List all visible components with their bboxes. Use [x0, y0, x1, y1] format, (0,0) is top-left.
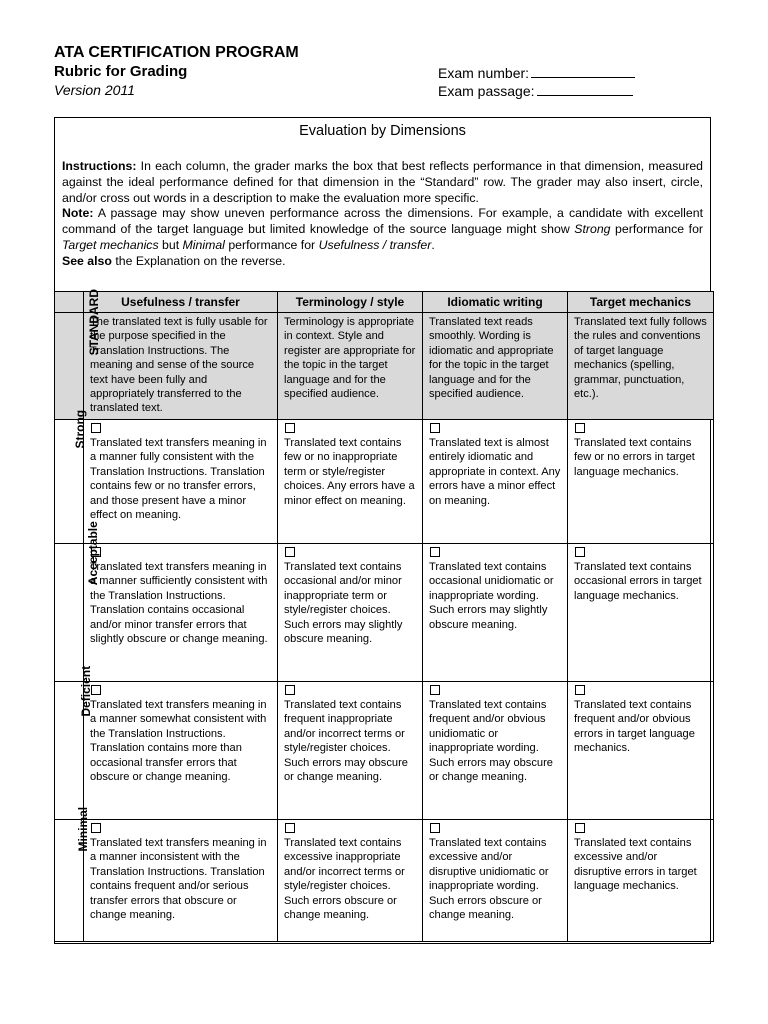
- col-header-usefulness: Usefulness / transfer: [84, 292, 278, 313]
- cell-text: Translated text contains excessive inappropriate and/or incorrect terms or style/register choices. Such errors obscure or change meaning.: [284, 837, 405, 922]
- row-label-acceptable: Acceptable: [85, 521, 100, 586]
- instructions-block: [62, 159, 703, 270]
- checkbox[interactable]: [430, 547, 440, 557]
- checkbox[interactable]: [575, 547, 585, 557]
- table-cell: [423, 820, 568, 942]
- column-header-row: [55, 292, 714, 313]
- table-cell: [568, 420, 714, 544]
- row-label-minimal: Minimal: [76, 806, 91, 852]
- table-cell: [84, 420, 278, 544]
- table-cell: [278, 544, 423, 682]
- checkbox[interactable]: [285, 823, 295, 833]
- note-emphasis: Strong: [574, 222, 611, 237]
- table-cell: [568, 682, 714, 820]
- table-cell: [84, 682, 278, 820]
- checkbox[interactable]: [285, 547, 295, 557]
- table-cell: [278, 682, 423, 820]
- checkbox[interactable]: [430, 685, 440, 695]
- row-label-cell: [55, 288, 102, 420]
- cell-text: Translated text contains excessive and/or disruptive unidiomatic or inappropriate wording. Such errors obscure or change meaning.: [429, 837, 549, 922]
- program-title: ATA CERTIFICATION PROGRAM: [54, 44, 299, 61]
- cell-text: Translated text contains occasional errors in target language mechanics.: [574, 561, 702, 602]
- row-standard: [55, 313, 714, 420]
- evaluation-frame: [54, 117, 711, 944]
- exam-number-blank[interactable]: [531, 65, 635, 78]
- row-label-cell: [55, 806, 91, 942]
- checkbox[interactable]: [575, 685, 585, 695]
- note-text: .: [431, 237, 435, 252]
- instructions-text: In each column, the grader marks the box that best reflects performance in that dimension, measured against the ideal performance defined for that dimension in the “Standard” row. The grader may also insert, circle, and/or cross out words in a description to make the evaluation more specific.: [62, 159, 703, 205]
- cell-text: Translated text contains frequent and/or obvious unidiomatic or inappropriate wording. Such errors may obscure or change meaning.: [429, 699, 553, 784]
- table-cell: [278, 820, 423, 942]
- version-label: Version 2011: [54, 82, 135, 98]
- row-label-cell: [55, 665, 94, 820]
- table-cell: [423, 682, 568, 820]
- row-label-deficient: Deficient: [79, 665, 94, 717]
- see-also-text: the Explanation on the reverse.: [111, 253, 286, 268]
- instructions-label: Instructions:: [62, 159, 137, 173]
- table-cell: [423, 420, 568, 544]
- table-cell: [568, 544, 714, 682]
- exam-number-label: Exam number:: [438, 65, 530, 81]
- note-emphasis: Usefulness / transfer: [318, 237, 432, 252]
- note-text: A passage may show uneven performance across the dimensions. For example, a candidate with excellent command of the target language but limited knowledge of the source language might show: [62, 206, 703, 237]
- exam-passage-blank[interactable]: [537, 83, 633, 96]
- note-text: performance for: [224, 237, 319, 252]
- exam-number-field: [438, 65, 635, 81]
- row-label-standard: STANDARD: [87, 288, 102, 356]
- checkbox[interactable]: [430, 823, 440, 833]
- checkbox[interactable]: [575, 823, 585, 833]
- row-deficient: [55, 682, 714, 820]
- see-also-label: See also: [62, 253, 112, 268]
- cell-text: Translated text transfers meaning in a manner fully consistent with the Translation Instructions. Translation contains few or no transfer errors, and those present have a minor effect on meaning.: [90, 437, 267, 522]
- table-cell: Terminology is appropriate in context. Style and register are appropriate for the topic in the target language and for the specified audience.: [278, 313, 423, 420]
- table-cell: [84, 820, 278, 942]
- note-label: Note:: [62, 206, 94, 221]
- table-cell: [84, 544, 278, 682]
- row-label-strong: Strong: [73, 409, 88, 449]
- table-cell: [568, 820, 714, 942]
- section-title: Evaluation by Dimensions: [299, 123, 466, 139]
- col-header-terminology: Terminology / style: [278, 292, 423, 313]
- cell-text: Translated text contains occasional unidiomatic or inappropriate wording. Such errors may slightly obscure meaning.: [429, 561, 554, 631]
- row-label-cell: [55, 521, 100, 682]
- row-acceptable: [55, 544, 714, 682]
- table-cell: [278, 420, 423, 544]
- table-cell: [423, 544, 568, 682]
- exam-passage-field: [438, 83, 633, 99]
- table-cell: Translated text reads smoothly. Wording is idiomatic and appropriate for the topic in the target language and for the specified audience.: [423, 313, 568, 420]
- cell-text: Translated text contains frequent and/or obvious errors in target language mechanics.: [574, 699, 695, 755]
- rubric-subtitle: Rubric for Grading: [54, 63, 188, 80]
- col-header-mechanics: Target mechanics: [568, 292, 714, 313]
- checkbox[interactable]: [285, 685, 295, 695]
- cell-text: Translated text contains few or no errors in target language mechanics.: [574, 437, 695, 478]
- checkbox[interactable]: [91, 823, 101, 833]
- table-cell: Translated text fully follows the rules and conventions of target language mechanics (spelling, grammar, punctuation, etc.).: [568, 313, 714, 420]
- cell-text: Translated text contains few or no inappropriate term or style/register choices. Any errors have a minor effect on meaning.: [284, 437, 415, 507]
- note-text: but: [158, 237, 183, 252]
- cell-text: Translated text is almost entirely idiomatic and appropriate in context. Any errors have a minor effect on meaning.: [429, 437, 561, 507]
- cell-text: Translated text transfers meaning in a manner somewhat consistent with the Translation Instructions. Translation contains more than occasional transfer errors that obscure or change meaning.: [90, 699, 267, 784]
- cell-text: Translated text transfers meaning in a manner sufficiently consistent with the Translation Instructions. Translation contains occasional and/or minor transfer errors that slightly obscure or change meaning.: [90, 561, 268, 646]
- cell-text: Translated text transfers meaning in a manner inconsistent with the Translation Instructions. Translation contains frequent and/or serious transfer errors that obscure or change meaning.: [90, 837, 267, 922]
- cell-text: Translated text contains excessive and/or disruptive errors in target language mechanics.: [574, 837, 697, 893]
- table-cell: The translated text is fully usable for the purpose specified in the Translation Instructions. The meaning and sense of the source text have been fully and appropriately transferred to the translated text.: [84, 313, 278, 420]
- exam-passage-label: Exam passage:: [438, 83, 535, 99]
- checkbox[interactable]: [285, 423, 295, 433]
- cell-text: Translated text contains occasional and/or minor inappropriate term or style/register choices. Such errors may slightly obscure meaning.: [284, 561, 403, 646]
- note-emphasis: Minimal: [182, 237, 225, 252]
- corner-cell: [55, 292, 84, 313]
- note-emphasis: Target mechanics: [62, 237, 159, 252]
- col-header-idiomatic: Idiomatic writing: [423, 292, 568, 313]
- checkbox[interactable]: [91, 423, 101, 433]
- cell-text: Translated text contains frequent inappropriate and/or incorrect terms or style/register choices. Such errors may obscure or change meaning.: [284, 699, 408, 784]
- rubric-table: [54, 288, 714, 942]
- checkbox[interactable]: [575, 423, 585, 433]
- row-minimal: [55, 820, 714, 942]
- note-text: performance for: [610, 222, 703, 237]
- row-strong: [55, 420, 714, 544]
- row-label-cell: [55, 409, 88, 544]
- checkbox[interactable]: [430, 423, 440, 433]
